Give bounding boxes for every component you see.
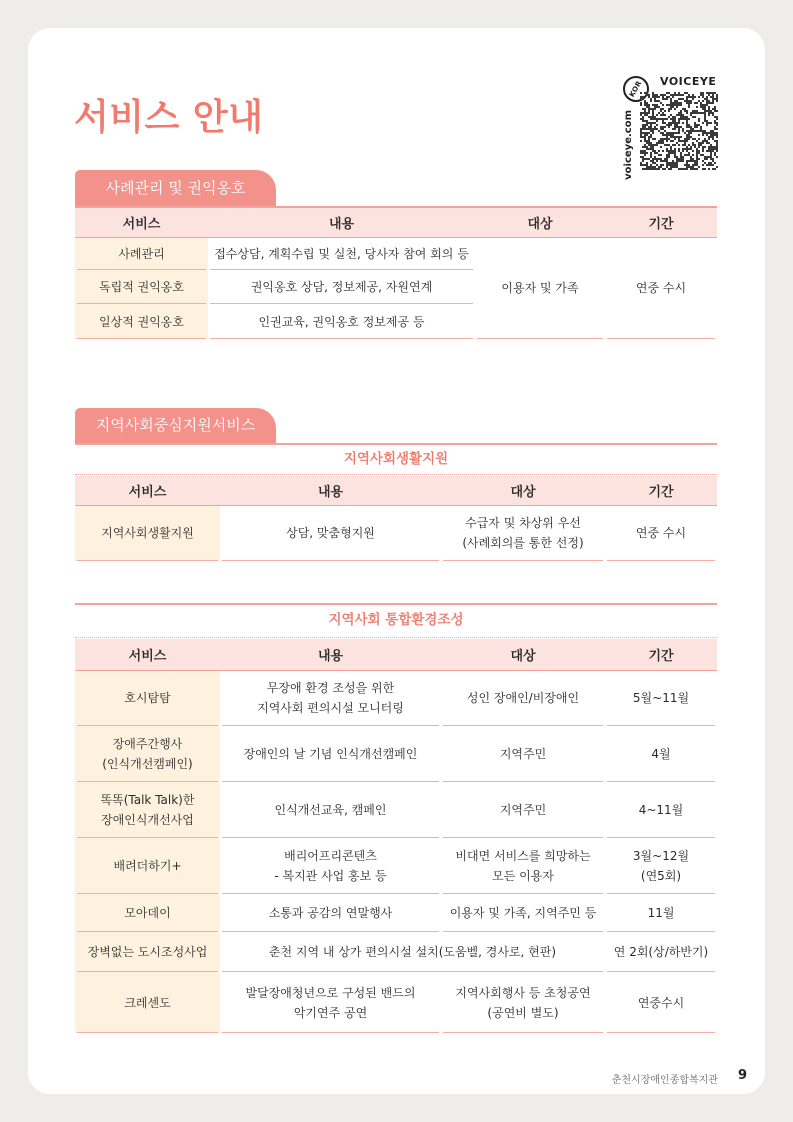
table-row	[75, 726, 717, 782]
table-row	[75, 932, 717, 972]
cell-line: 5월~11월	[632, 691, 690, 706]
target-cell	[441, 726, 605, 782]
target-cell	[441, 505, 605, 561]
section-rule	[75, 603, 717, 605]
service-cell	[75, 726, 220, 782]
table-row	[75, 670, 717, 726]
cell-line: 4월	[651, 747, 671, 761]
cell-line: - 복지관 사업 홍보 등	[274, 869, 387, 883]
cell-line: 지역주민	[499, 747, 547, 761]
section-rule	[75, 443, 717, 445]
period-cell	[605, 670, 717, 726]
period-cell	[605, 838, 717, 894]
service-cell	[75, 505, 220, 561]
cell-line: (연5회)	[640, 869, 682, 883]
header-content: 내용	[220, 639, 441, 670]
cell-line: 수급자 및 차상위 우선	[465, 516, 581, 531]
content-cell	[220, 670, 441, 726]
header-content: 내용	[220, 476, 441, 505]
cell-line: 연중 수시	[635, 526, 687, 541]
service-cell: 사례관리	[75, 237, 208, 270]
table-row	[75, 838, 717, 894]
cell-line: (인식개선캠페인)	[102, 757, 193, 771]
kor-badge-label: KOR	[628, 79, 644, 99]
cell-line: (공연비 별도)	[487, 1005, 559, 1020]
header-target: 대상	[475, 208, 605, 237]
content-cell	[220, 505, 441, 561]
target-cell: 이용자 및 가족	[475, 237, 605, 339]
service-cell: 일상적 권익옹호	[75, 304, 208, 339]
qr-code-icon	[640, 92, 718, 170]
cell-line: 발달장애청년으로 구성된 밴드의	[245, 985, 416, 1000]
target-cell	[441, 670, 605, 726]
target-cell	[441, 782, 605, 838]
header-content: 내용	[208, 208, 475, 237]
living-support-table	[75, 476, 717, 561]
service-cell	[75, 932, 220, 972]
table-row	[75, 894, 717, 932]
content-cell	[220, 894, 441, 932]
header-service: 서비스	[75, 208, 208, 237]
cell-line: 지역사회행사 등 초청공연	[455, 985, 591, 1000]
content-cell	[220, 782, 441, 838]
cell-line: 이용자 및 가족, 지역주민 등	[449, 906, 597, 920]
dotted-divider	[75, 637, 717, 638]
service-cell	[75, 782, 220, 838]
subsection-heading-living-support: 지역사회생활지원	[343, 451, 449, 467]
section-tab-community-support: 지역사회중심지원서비스	[75, 408, 276, 443]
cell-line: 똑똑(Talk Talk)한	[100, 793, 195, 807]
period-cell	[605, 972, 717, 1033]
cell-line: 호시탐탐	[124, 691, 171, 706]
service-cell	[75, 670, 220, 726]
cell-line: 3월~12월	[632, 849, 690, 863]
header-period: 기간	[605, 476, 717, 505]
cell-line: 악기연주 공연	[293, 1005, 368, 1020]
cell-line: 11월	[647, 906, 675, 920]
header-service: 서비스	[75, 476, 220, 505]
header-service: 서비스	[75, 639, 220, 670]
voiceye-url: voiceye.com	[623, 110, 634, 180]
period-cell	[605, 894, 717, 932]
target-cell	[441, 894, 605, 932]
dotted-divider	[75, 474, 717, 475]
content-cell: 접수상담, 계획수립 및 실천, 당사자 참여 회의 등	[208, 237, 475, 270]
cell-line: 장애주간행사	[112, 737, 183, 751]
period-cell	[605, 505, 717, 561]
cell-line: 성인 장애인/비장애인	[466, 691, 580, 706]
cell-line: 비대면 서비스를 희망하는	[455, 849, 591, 863]
period-cell	[605, 726, 717, 782]
service-cell: 독립적 권익옹호	[75, 270, 208, 304]
cell-line: 4~11월	[638, 803, 684, 817]
table-row	[75, 237, 717, 270]
service-cell	[75, 838, 220, 894]
period-cell	[605, 782, 717, 838]
cell-line: 모아데이	[124, 906, 171, 920]
content-cell	[220, 932, 605, 972]
cell-line: 지역사회생활지원	[101, 526, 194, 541]
header-period: 기간	[605, 639, 717, 670]
table-header-row	[75, 208, 717, 237]
table-header-row	[75, 476, 717, 505]
content-cell: 권익옹호 상담, 정보제공, 자원연계	[208, 270, 475, 304]
target-cell	[441, 972, 605, 1033]
period-cell	[605, 932, 717, 972]
table-header-row	[75, 639, 717, 670]
cell-line: 춘천 지역 내 상가 편의시설 설치(도움벨, 경사로, 현판)	[268, 945, 557, 959]
header-target: 대상	[441, 639, 605, 670]
cell-line: 장애인의 날 기념 인식개선캠페인	[243, 747, 418, 761]
cell-line: 지역사회 편의시설 모니터링	[257, 701, 404, 716]
header-target: 대상	[441, 476, 605, 505]
content-cell	[220, 726, 441, 782]
cell-line: 인식개선교육, 캠페인	[274, 803, 387, 817]
page-title: 서비스 안내	[74, 97, 264, 138]
section-tab-case-management: 사례관리 및 권익옹호	[75, 170, 276, 206]
cell-line: 장애인식개선사업	[101, 813, 194, 827]
voiceye-brand: VOICEYE	[660, 75, 717, 88]
header-period: 기간	[605, 208, 717, 237]
page-number: 9	[738, 1068, 748, 1083]
cell-line: 크레센도	[124, 995, 171, 1010]
environment-table	[75, 639, 717, 1033]
cell-line: 연 2회(상/하반기)	[613, 945, 709, 959]
voiceye-code	[620, 72, 720, 180]
cell-line: 모든 이용자	[492, 869, 554, 883]
target-cell	[441, 838, 605, 894]
content-cell: 인권교육, 권익옹호 정보제공 등	[208, 304, 475, 339]
case-management-table	[75, 208, 717, 339]
cell-line: 상담, 맞춤형지원	[286, 526, 375, 541]
cell-line: 지역주민	[499, 803, 547, 817]
service-cell	[75, 972, 220, 1033]
table-row	[75, 782, 717, 838]
cell-line: 배리어프리콘텐츠	[284, 849, 377, 863]
cell-line: 배려더하기+	[113, 859, 182, 873]
content-cell	[220, 838, 441, 894]
table-row	[75, 505, 717, 561]
period-cell: 연중 수시	[605, 237, 717, 339]
subsection-heading-environment: 지역사회 통합환경조성	[328, 612, 464, 628]
cell-line: 장벽없는 도시조성사업	[87, 945, 208, 959]
cell-line: 무장애 환경 조성을 위한	[266, 681, 395, 696]
footer-organization: 춘천시장애인종합복지관	[611, 1075, 718, 1086]
cell-line: (사례회의를 통한 선정)	[462, 536, 584, 551]
cell-line: 연중수시	[637, 995, 685, 1010]
content-cell	[220, 972, 441, 1033]
table-row	[75, 972, 717, 1033]
cell-line: 소통과 공감의 연말행사	[268, 906, 393, 920]
service-cell	[75, 894, 220, 932]
